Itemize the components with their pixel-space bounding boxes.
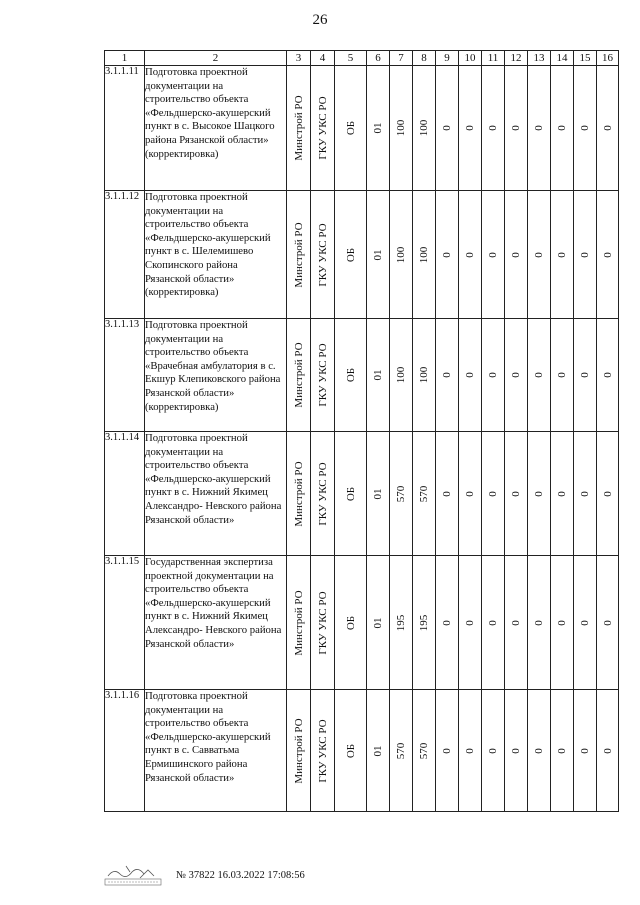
header-cell: 1	[105, 51, 145, 66]
col16-text: 0	[601, 619, 614, 626]
cell-executor	[287, 66, 311, 191]
cell-col12	[505, 319, 528, 432]
header-cell: 7	[390, 51, 413, 66]
participant-text: ГКУ УКС РО	[316, 343, 329, 407]
col16-text: 0	[601, 125, 614, 131]
funding-source-text: ОБ	[344, 486, 357, 501]
col9-text: 0	[441, 251, 453, 258]
page-number: 26	[312, 12, 328, 28]
cell-col6	[367, 191, 390, 319]
col12-text: 0	[510, 125, 522, 131]
activity-description: Подготовка проектной документации на строительство объекта «Врачебная амбулатория в с. Екшур Клепиковского района Рязанской области» (корректировка)	[145, 319, 287, 432]
cell-col13	[528, 432, 551, 556]
activity-code: 3.1.1.14	[105, 432, 145, 556]
cell-col10	[459, 432, 482, 556]
col10-text: 0	[464, 125, 476, 131]
cell-col14	[551, 556, 574, 690]
cell-col10	[459, 690, 482, 812]
col6-text: 01	[372, 249, 384, 260]
cell-col13	[528, 191, 551, 319]
col9-text: 0	[441, 490, 453, 497]
cell-col9	[436, 690, 459, 812]
col10-text: 0	[464, 747, 476, 754]
col13-text: 0	[533, 251, 545, 258]
col13-text: 0	[533, 125, 545, 131]
cell-col11	[482, 432, 505, 556]
funding-source-text: ОБ	[344, 120, 357, 136]
col13-text: 0	[533, 619, 545, 626]
col9-text: 0	[441, 125, 453, 131]
cell-participant	[311, 556, 335, 690]
cell-col11	[482, 191, 505, 319]
header-cell: 5	[335, 51, 367, 66]
header-cell: 9	[436, 51, 459, 66]
col12-text: 0	[510, 747, 522, 754]
col11-text: 0	[487, 251, 499, 258]
cell-col9	[436, 191, 459, 319]
activity-code: 3.1.1.13	[105, 319, 145, 432]
participant-text: ГКУ УКС РО	[316, 461, 329, 526]
cell-col15	[574, 191, 597, 319]
col8-text: 100	[418, 119, 430, 137]
col13-text: 0	[533, 747, 545, 754]
cell-col14	[551, 191, 574, 319]
participant-text: ГКУ УКС РО	[316, 718, 329, 783]
cell-col13	[528, 319, 551, 432]
col6-text: 01	[372, 488, 384, 499]
cell-funding-source	[335, 319, 367, 432]
cell-col11	[482, 66, 505, 191]
cell-col16	[597, 319, 619, 432]
col11-text: 0	[487, 125, 499, 131]
cell-col7	[390, 191, 413, 319]
col14-text: 0	[556, 619, 568, 626]
col15-text: 0	[579, 490, 591, 497]
document-footer	[104, 862, 424, 892]
cell-col15	[574, 66, 597, 191]
col6-text: 01	[372, 369, 384, 381]
cell-col10	[459, 191, 482, 319]
col8-text: 195	[418, 614, 430, 631]
col16-text: 0	[601, 490, 614, 497]
cell-col6	[367, 432, 390, 556]
activity-code: 3.1.1.12	[105, 191, 145, 319]
cell-col9	[436, 432, 459, 556]
table-row	[105, 319, 619, 432]
col11-text: 0	[487, 747, 499, 754]
col7-text: 570	[395, 485, 407, 502]
cell-col7	[390, 66, 413, 191]
col10-text: 0	[464, 619, 476, 626]
registration-stamp: № 37822 16.03.2022 17:08:56	[176, 870, 305, 881]
activity-description: Государственная экспертиза проектной документации на строительство объекта «Фельдшерско-акушерский пункт в с. Нижний Якимец Александро- Невского района Рязанской области»	[145, 556, 287, 690]
cell-col10	[459, 556, 482, 690]
cell-col8	[413, 319, 436, 432]
cell-col16	[597, 191, 619, 319]
header-cell: 11	[482, 51, 505, 66]
cell-col14	[551, 319, 574, 432]
e-signature-stamp-icon	[104, 862, 164, 888]
cell-col8	[413, 690, 436, 812]
table-row	[105, 432, 619, 556]
cell-col10	[459, 66, 482, 191]
cell-col7	[390, 556, 413, 690]
cell-col12	[505, 66, 528, 191]
cell-col7	[390, 319, 413, 432]
col11-text: 0	[487, 372, 499, 378]
activity-code: 3.1.1.11	[105, 66, 145, 191]
cell-col15	[574, 319, 597, 432]
header-row	[105, 51, 619, 66]
header-cell: 8	[413, 51, 436, 66]
col8-text: 100	[418, 246, 430, 263]
col14-text: 0	[556, 747, 568, 754]
cell-col15	[574, 690, 597, 812]
col10-text: 0	[464, 251, 476, 258]
header-cell: 6	[367, 51, 390, 66]
funding-source-text: ОБ	[344, 743, 357, 758]
activity-description: Подготовка проектной документации на строительство объекта «Фельдшерско-акушерский пункт в с. Шелемишево Скопинского района Рязанской области» (корректировка)	[145, 191, 287, 319]
executor-text: Минстрой РО	[292, 221, 305, 288]
cell-executor	[287, 690, 311, 812]
col14-text: 0	[556, 125, 568, 131]
col8-text: 570	[418, 485, 430, 502]
program-activities-table	[104, 50, 619, 812]
cell-col8	[413, 66, 436, 191]
col7-text: 100	[395, 119, 407, 137]
executor-text: Минстрой РО	[292, 342, 305, 408]
table-row	[105, 556, 619, 690]
cell-col14	[551, 432, 574, 556]
cell-funding-source	[335, 66, 367, 191]
cell-participant	[311, 191, 335, 319]
cell-col12	[505, 556, 528, 690]
header-cell: 14	[551, 51, 574, 66]
header-cell: 3	[287, 51, 311, 66]
col10-text: 0	[464, 490, 476, 497]
header-cell: 2	[145, 51, 287, 66]
cell-col16	[597, 66, 619, 191]
cell-col16	[597, 556, 619, 690]
col8-text: 100	[418, 366, 430, 384]
col9-text: 0	[441, 747, 453, 754]
executor-text: Минстрой РО	[292, 460, 305, 527]
header-cell: 15	[574, 51, 597, 66]
cell-funding-source	[335, 690, 367, 812]
col12-text: 0	[510, 372, 522, 378]
cell-col11	[482, 319, 505, 432]
cell-col9	[436, 66, 459, 191]
col13-text: 0	[533, 490, 545, 497]
cell-participant	[311, 690, 335, 812]
cell-col6	[367, 66, 390, 191]
table-row	[105, 191, 619, 319]
col7-text: 195	[395, 614, 407, 631]
header-cell: 16	[597, 51, 619, 66]
cell-col15	[574, 556, 597, 690]
activity-description: Подготовка проектной документации на строительство объекта «Фельдшерско-акушерский пункт в с. Савватьма Ермишинского района Рязанской области»	[145, 690, 287, 812]
cell-col14	[551, 690, 574, 812]
participant-text: ГКУ УКС РО	[316, 590, 329, 655]
cell-col12	[505, 191, 528, 319]
header-cell: 10	[459, 51, 482, 66]
col14-text: 0	[556, 251, 568, 258]
col6-text: 01	[372, 617, 384, 628]
col15-text: 0	[579, 747, 591, 754]
header-cell: 4	[311, 51, 335, 66]
activity-code: 3.1.1.16	[105, 690, 145, 812]
cell-col7	[390, 432, 413, 556]
col15-text: 0	[579, 619, 591, 626]
cell-executor	[287, 556, 311, 690]
cell-col12	[505, 690, 528, 812]
header-cell: 13	[528, 51, 551, 66]
col9-text: 0	[441, 372, 453, 378]
cell-col13	[528, 690, 551, 812]
col9-text: 0	[441, 619, 453, 626]
cell-executor	[287, 191, 311, 319]
funding-source-text: ОБ	[344, 615, 357, 630]
funding-source-text: ОБ	[344, 367, 357, 383]
cell-col9	[436, 319, 459, 432]
cell-col15	[574, 432, 597, 556]
cell-funding-source	[335, 432, 367, 556]
cell-executor	[287, 432, 311, 556]
col7-text: 100	[395, 246, 407, 263]
cell-participant	[311, 432, 335, 556]
col15-text: 0	[579, 251, 591, 258]
participant-text: ГКУ УКС РО	[316, 96, 329, 160]
cell-col7	[390, 690, 413, 812]
cell-col8	[413, 432, 436, 556]
col6-text: 01	[372, 122, 384, 134]
executor-text: Минстрой РО	[292, 95, 305, 161]
cell-col8	[413, 556, 436, 690]
participant-text: ГКУ УКС РО	[316, 222, 329, 287]
executor-text: Минстрой РО	[292, 717, 305, 784]
col16-text: 0	[601, 747, 614, 754]
cell-col9	[436, 556, 459, 690]
col15-text: 0	[579, 372, 591, 378]
header-cell: 12	[505, 51, 528, 66]
cell-col6	[367, 556, 390, 690]
cell-participant	[311, 319, 335, 432]
cell-participant	[311, 66, 335, 191]
col8-text: 570	[418, 742, 430, 759]
cell-executor	[287, 319, 311, 432]
col10-text: 0	[464, 372, 476, 378]
cell-col11	[482, 690, 505, 812]
cell-col8	[413, 191, 436, 319]
executor-text: Минстрой РО	[292, 589, 305, 656]
col14-text: 0	[556, 490, 568, 497]
cell-col6	[367, 319, 390, 432]
cell-col16	[597, 690, 619, 812]
funding-source-text: ОБ	[344, 247, 357, 262]
col7-text: 570	[395, 742, 407, 759]
col16-text: 0	[601, 372, 614, 378]
col12-text: 0	[510, 619, 522, 626]
col15-text: 0	[579, 125, 591, 131]
cell-col13	[528, 556, 551, 690]
cell-col11	[482, 556, 505, 690]
table-row	[105, 66, 619, 191]
cell-funding-source	[335, 556, 367, 690]
cell-col10	[459, 319, 482, 432]
table-row	[105, 690, 619, 812]
col6-text: 01	[372, 745, 384, 756]
activity-description: Подготовка проектной документации на строительство объекта «Фельдшерско-акушерский пункт в с. Нижний Якимец Александро- Невского района Рязанской области»	[145, 432, 287, 556]
cell-col16	[597, 432, 619, 556]
activity-description: Подготовка проектной документации на строительство объекта «Фельдшерско-акушерский пункт в с. Высокое Шацкого района Рязанской области» (корректировка)	[145, 66, 287, 191]
cell-col12	[505, 432, 528, 556]
cell-col13	[528, 66, 551, 191]
cell-col6	[367, 690, 390, 812]
col7-text: 100	[395, 366, 407, 384]
col11-text: 0	[487, 490, 499, 497]
activity-code: 3.1.1.15	[105, 556, 145, 690]
col11-text: 0	[487, 619, 499, 626]
col14-text: 0	[556, 372, 568, 378]
cell-col14	[551, 66, 574, 191]
col12-text: 0	[510, 490, 522, 497]
col13-text: 0	[533, 372, 545, 378]
cell-funding-source	[335, 191, 367, 319]
col12-text: 0	[510, 251, 522, 258]
col16-text: 0	[601, 251, 614, 258]
